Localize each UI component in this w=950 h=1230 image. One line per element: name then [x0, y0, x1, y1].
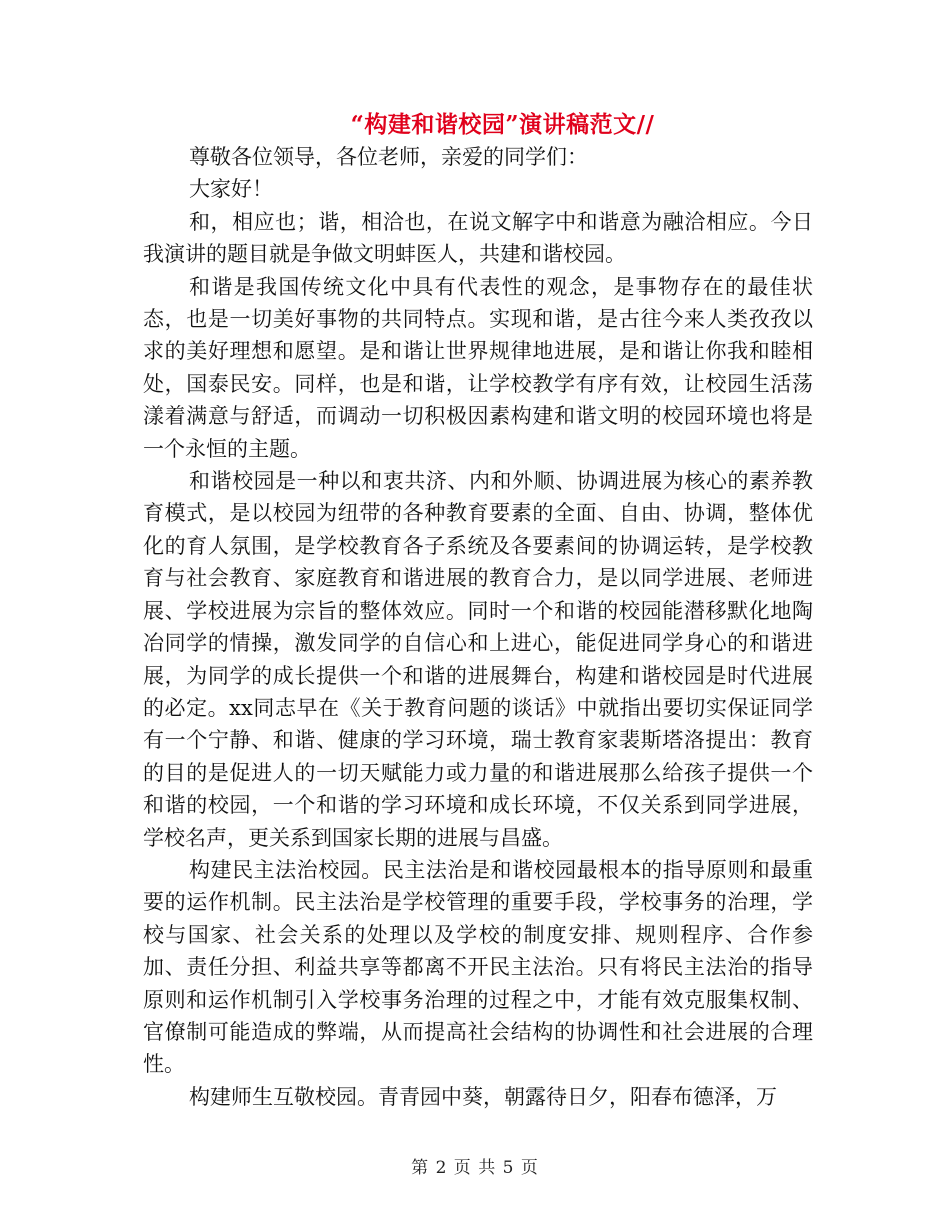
paragraph-democracy-rule-of-law: 构建民主法治校园。民主法治是和谐校园最根本的指导原则和最重要的运作机制。民主法治是学校管理的重要手段，学校事务的治理，学校与国家、社会关系的处理以及学校的制度安排、规则程序、合作参加、责任分担、利益共享等都离不开民主法治。只有将民主法治的指导原则和运作机制引入学校事务治理的过程之中，才能有效克服集权制、官僚制可能造成的弊端，从而提高社会结构的协调性和社会进展的合理性。 — [143, 857, 813, 1077]
paragraph-intro: 和，相应也；谐，相洽也，在说文解字中和谐意为融洽相应。今日我演讲的题目就是争做文明蚌医人，共建和谐校园。 — [143, 209, 813, 267]
page-footer: 第 2 页 共 5 页 — [411, 1158, 539, 1178]
paragraph-salutation: 尊敬各位领导，各位老师，亲爱的同学们： — [189, 145, 588, 169]
paragraph-harmony-concept: 和谐是我国传统文化中具有代表性的观念，是事物存在的最佳状态，也是一切美好事物的共同特点。实现和谐，是古往今来人类孜孜以求的美好理想和愿望。是和谐让世界规律地进展，是和谐让你我和睦相处，国泰民安。同样，也是和谐，让学校教学有序有效，让校园生活荡漾着满意与舒适，而调动一切积极因素构建和谐文明的校园环境也将是一个永恒的主题。 — [143, 274, 813, 461]
document-body — [143, 141, 813, 1113]
document-title: “构建和谐校园”演讲稿范文// — [350, 111, 655, 138]
paragraph-harmonious-campus: 和谐校园是一种以和衷共济、内和外顺、协调进展为核心的素养教育模式，是以校园为纽带的各种教育要素的全面、自由、协调，整体优化的育人氛围，是学校教育各子系统及各要素间的协调运转，是学校教育与社会教育、家庭教育和谐进展的教育合力，是以同学进展、老师进展、学校进展为宗旨的整体效应。同时一个和谐的校园能潜移默化地陶冶同学的情操，激发同学的自信心和上进心，能促进同学身心的和谐进展，为同学的成长提供一个和谐的进展舞台，构建和谐校园是时代进展的必定。xx同志早在《关于教育问题的谈话》中就指出要切实保证同学有一个宁静、和谐、健康的学习环境，瑞士教育家裴斯塔洛提出：教育的目的是促进人的一切天赋能力或力量的和谐进展那么给孩子提供一个和谐的校园，一个和谐的学习环境和成长环境，不仅关系到同学进展，学校名声，更关系到国家长期的进展与昌盛。 — [143, 469, 813, 850]
paragraph-teacher-student-respect: 构建师生互敬校园。青青园中葵，朝露待日夕，阳春布德泽，万 — [189, 1084, 777, 1109]
paragraph-greeting: 大家好！ — [189, 177, 273, 202]
